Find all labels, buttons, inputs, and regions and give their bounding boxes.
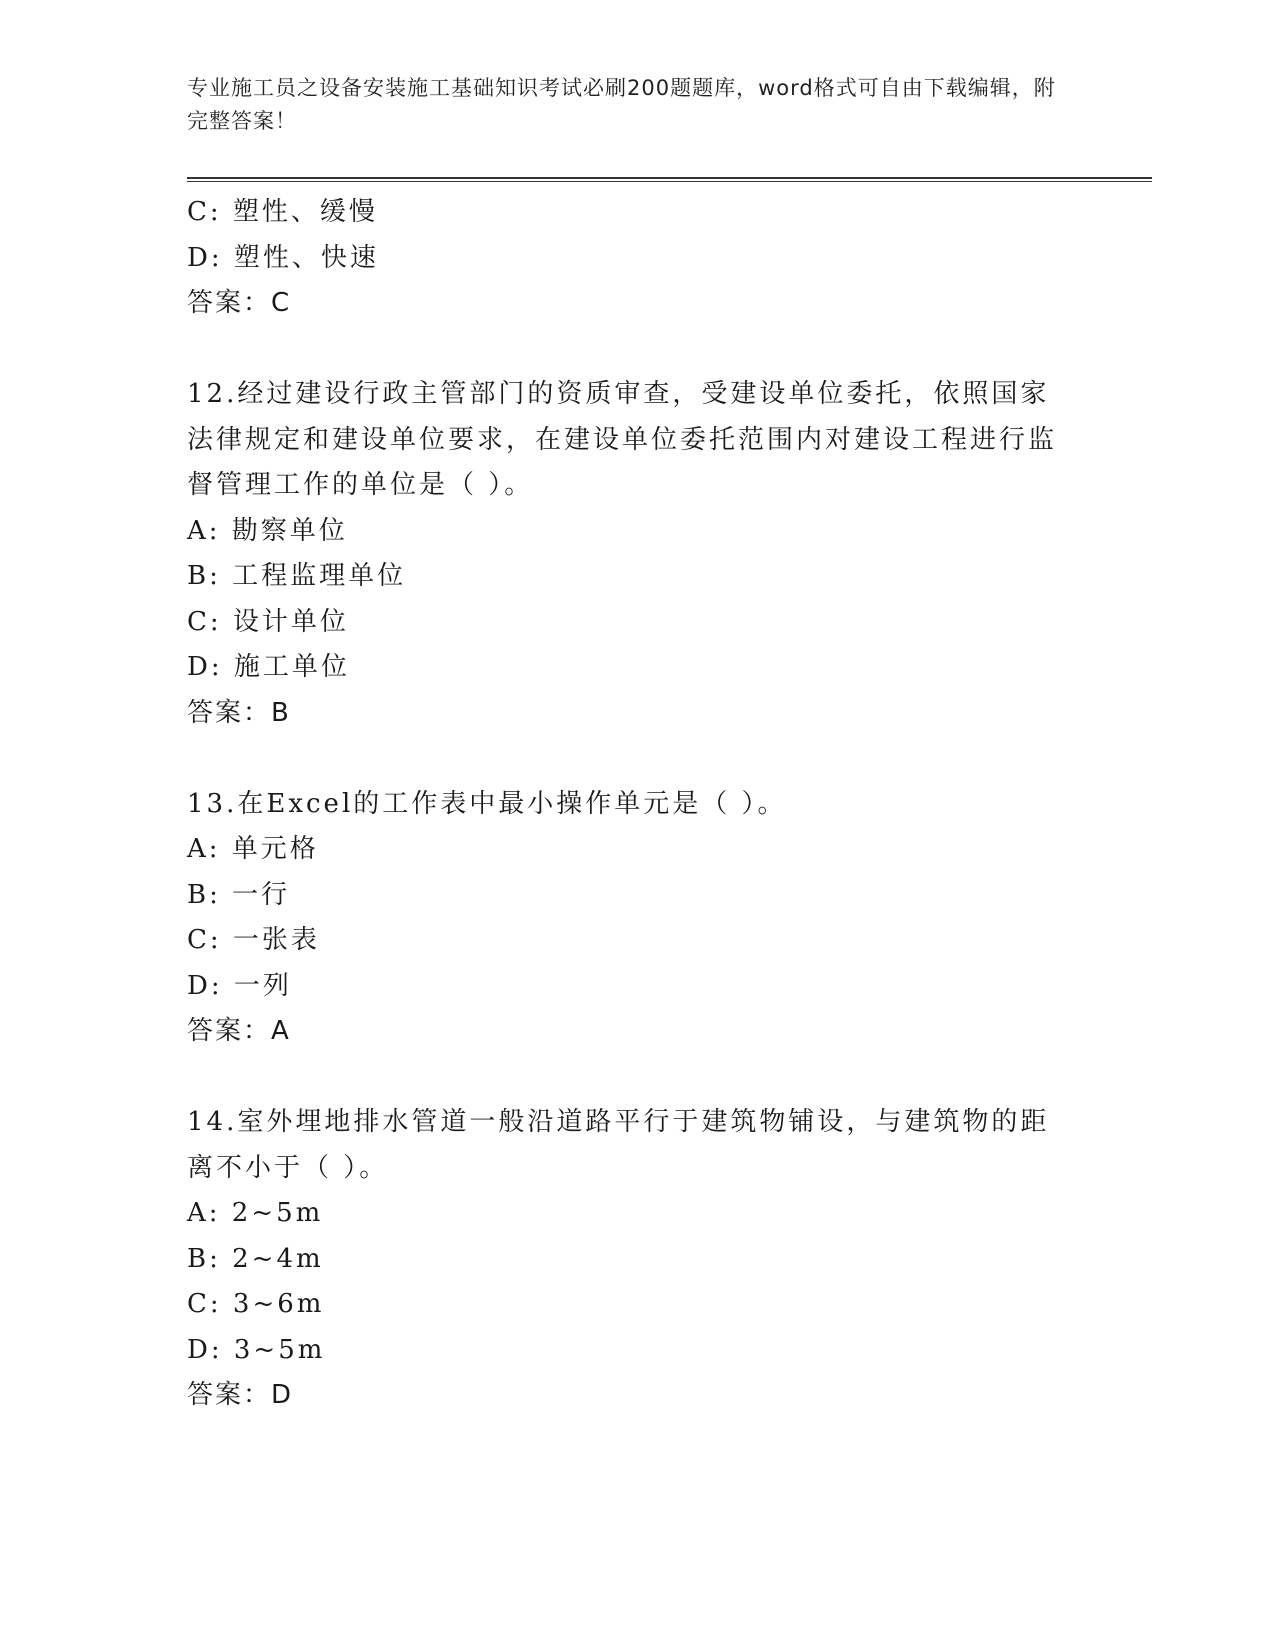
question-13-option-a: A: 单元格 <box>187 834 319 864</box>
question-12-option-c: C: 设计单位 <box>187 606 349 637</box>
question-12-option-d: D: 施工单位 <box>187 652 350 682</box>
question-14-option-c: C: 3~6m <box>187 1289 325 1319</box>
header-divider <box>187 177 1152 182</box>
question-12-answer: 答案：B <box>187 697 291 728</box>
spacer <box>187 736 1087 782</box>
question-13-answer: 答案：A <box>187 1016 291 1046</box>
question-13-option-b: B: 一行 <box>187 879 291 910</box>
question-14-option-a: A: 2~5m <box>187 1198 324 1228</box>
question-13-stem: 13.在Excel的工作表中最小操作单元是（ ）。 <box>187 788 787 819</box>
question-14-option-d: D: 3~5m <box>187 1334 326 1365</box>
document-body <box>187 190 1087 1419</box>
question-14-option-b: B: 2~4m <box>187 1243 324 1274</box>
question-12-option-b: B: 工程监理单位 <box>187 561 407 591</box>
spacer <box>187 1055 1087 1101</box>
prev-option-c: C: 塑性、缓慢 <box>187 197 378 227</box>
question-12-stem: 12.经过建设行政主管部门的资质审查，受建设单位委托，依照国家法律规定和建设单位要求，在建设单位委托范围内对建设工程进行监督管理工作的单位是（ ）。 <box>187 379 1058 500</box>
question-14-stem: 14.室外埋地排水管道一般沿道路平行于建筑物铺设，与建筑物的距离不小于（ ）。 <box>187 1107 1050 1183</box>
question-13-option-c: C: 一张表 <box>187 925 320 955</box>
prev-option-d: D: 塑性、快速 <box>187 242 379 273</box>
question-12-option-a: A: 勘察单位 <box>187 515 348 546</box>
spacer <box>187 327 1087 373</box>
page-header: 专业施工员之设备安装施工基础知识考试必刷200题题库，word格式可自由下载编辑，附完整答案！ <box>187 76 1056 133</box>
question-13-option-d: D: 一列 <box>187 970 292 1001</box>
prev-answer: 答案：C <box>187 288 292 318</box>
question-14-answer: 答案：D <box>187 1380 294 1410</box>
